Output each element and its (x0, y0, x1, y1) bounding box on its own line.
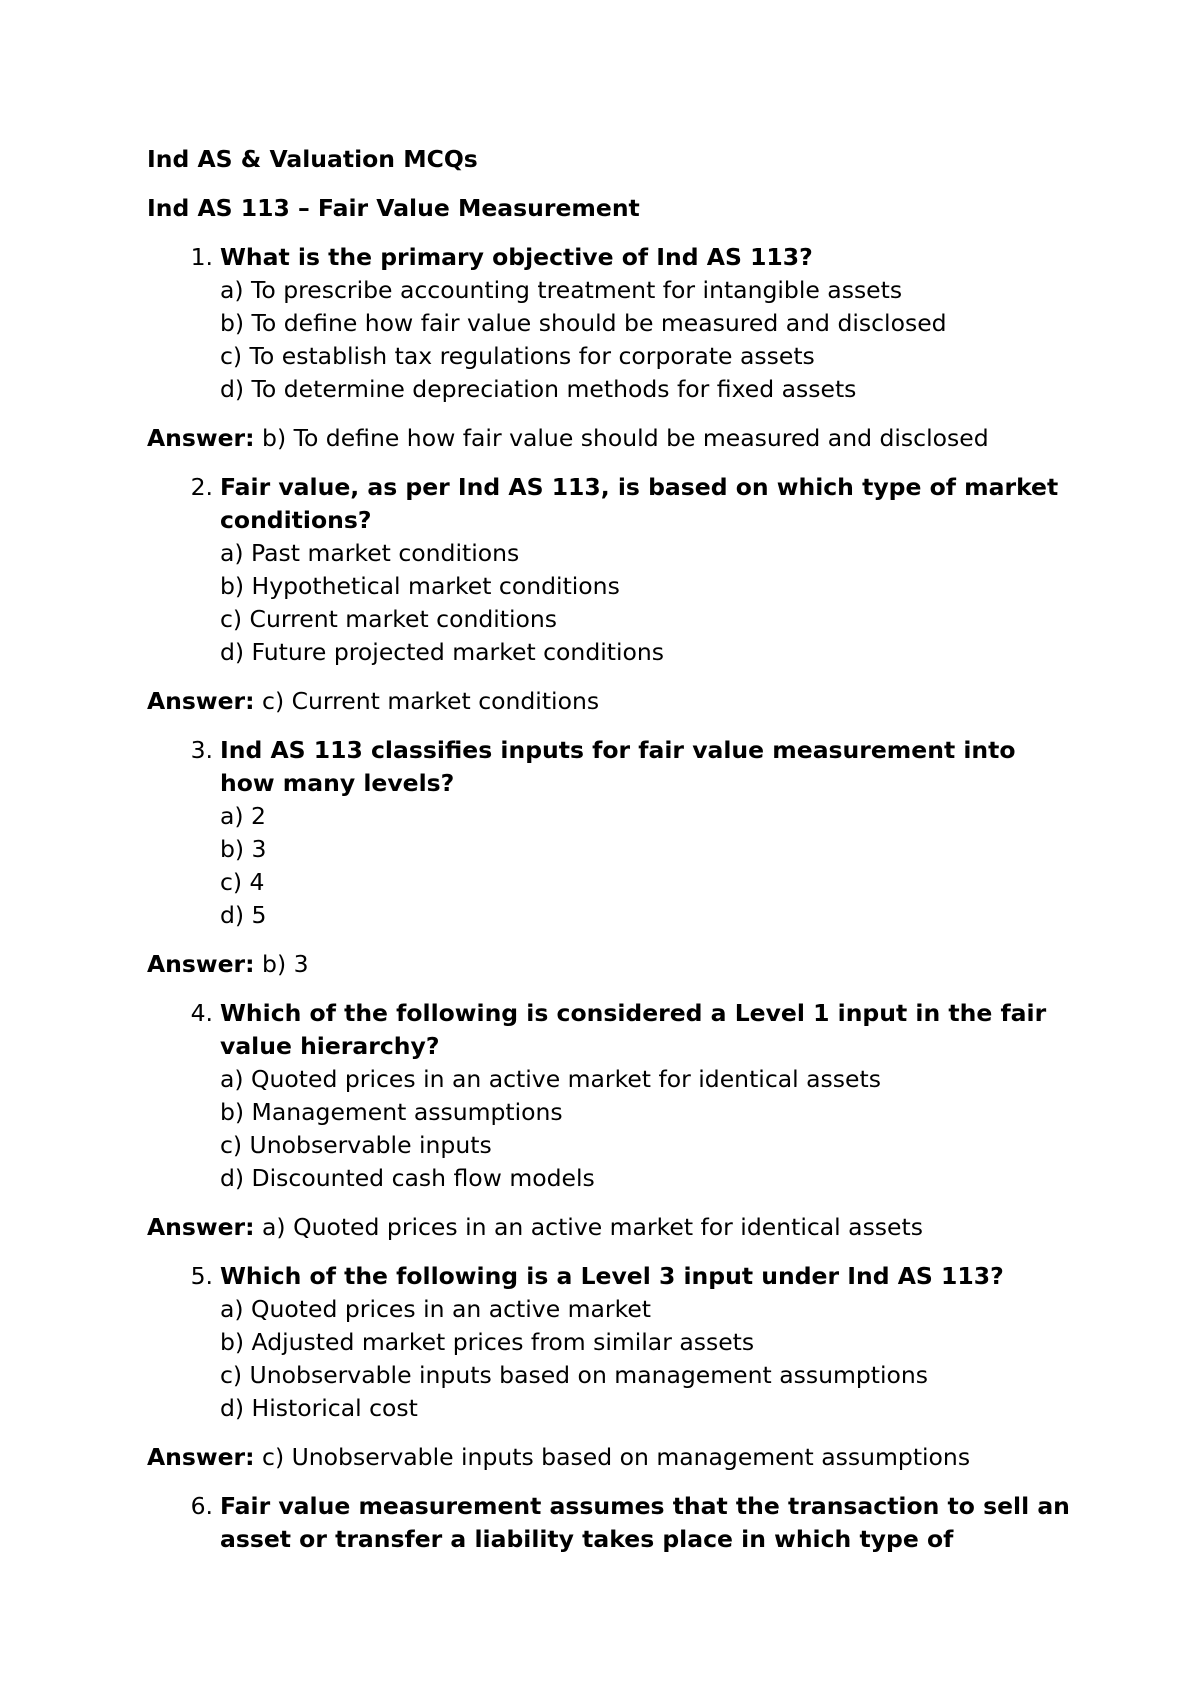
question-number: 4. (190, 999, 213, 1027)
answer-label: Answer: (147, 1213, 255, 1241)
document-title: Ind AS & Valuation MCQs (147, 145, 478, 173)
option-a: a) Past market conditions (220, 539, 520, 567)
question-5 (147, 1260, 1077, 1425)
answer-label: Answer: (147, 687, 255, 715)
question-number: 5. (190, 1262, 213, 1290)
question-text: Fair value measurement assumes that the transaction to sell an asset or transfer a liability takes place in which type of (220, 1492, 1070, 1553)
option-b: b) Management assumptions (220, 1098, 563, 1126)
question-text: Ind AS 113 classifies inputs for fair value measurement into how many levels? (220, 736, 1016, 797)
question-number: 1. (190, 243, 213, 271)
question-6 (147, 1490, 1077, 1556)
answer-1 (147, 422, 1077, 455)
question-text: Which of the following is a Level 3 input under Ind AS 113? (220, 1262, 1004, 1290)
answer-text: b) To define how fair value should be measured and disclosed (262, 424, 989, 452)
option-b: b) 3 (220, 835, 267, 863)
document-page (147, 143, 1077, 1556)
option-a: a) Quoted prices in an active market for identical assets (220, 1065, 881, 1093)
section-title: Ind AS 113 – Fair Value Measurement (147, 194, 640, 222)
option-c: c) Unobservable inputs (220, 1131, 492, 1159)
answer-text: c) Current market conditions (262, 687, 600, 715)
option-a: a) Quoted prices in an active market (220, 1295, 652, 1323)
question-4 (147, 997, 1077, 1195)
question-number: 6. (190, 1492, 213, 1520)
option-b: b) Adjusted market prices from similar assets (220, 1328, 755, 1356)
answer-4 (147, 1211, 1077, 1244)
option-d: d) Discounted cash flow models (220, 1164, 595, 1192)
answer-2 (147, 685, 1077, 718)
option-d: d) To determine depreciation methods for fixed assets (220, 375, 857, 403)
option-b: b) To define how fair value should be measured and disclosed (220, 309, 947, 337)
answer-text: c) Unobservable inputs based on management assumptions (262, 1443, 971, 1471)
answer-text: b) 3 (262, 950, 309, 978)
question-number: 3. (190, 736, 213, 764)
answer-5 (147, 1441, 1077, 1474)
answer-text: a) Quoted prices in an active market for identical assets (262, 1213, 923, 1241)
question-text: What is the primary objective of Ind AS 113? (220, 243, 813, 271)
option-b: b) Hypothetical market conditions (220, 572, 620, 600)
question-1 (147, 241, 1077, 406)
option-a: a) To prescribe accounting treatment for intangible assets (220, 276, 903, 304)
option-c: c) Unobservable inputs based on management assumptions (220, 1361, 929, 1389)
question-2 (147, 471, 1077, 669)
answer-label: Answer: (147, 424, 255, 452)
option-a: a) 2 (220, 802, 266, 830)
option-d: d) Historical cost (220, 1394, 418, 1422)
option-c: c) Current market conditions (220, 605, 558, 633)
option-c: c) 4 (220, 868, 265, 896)
answer-label: Answer: (147, 1443, 255, 1471)
question-number: 2. (190, 473, 213, 501)
answer-label: Answer: (147, 950, 255, 978)
question-3 (147, 734, 1077, 932)
question-text: Fair value, as per Ind AS 113, is based on which type of market conditions? (220, 473, 1059, 534)
question-text: Which of the following is considered a Level 1 input in the fair value hierarchy? (220, 999, 1047, 1060)
option-d: d) 5 (220, 901, 267, 929)
option-d: d) Future projected market conditions (220, 638, 665, 666)
answer-3 (147, 948, 1077, 981)
option-c: c) To establish tax regulations for corporate assets (220, 342, 815, 370)
